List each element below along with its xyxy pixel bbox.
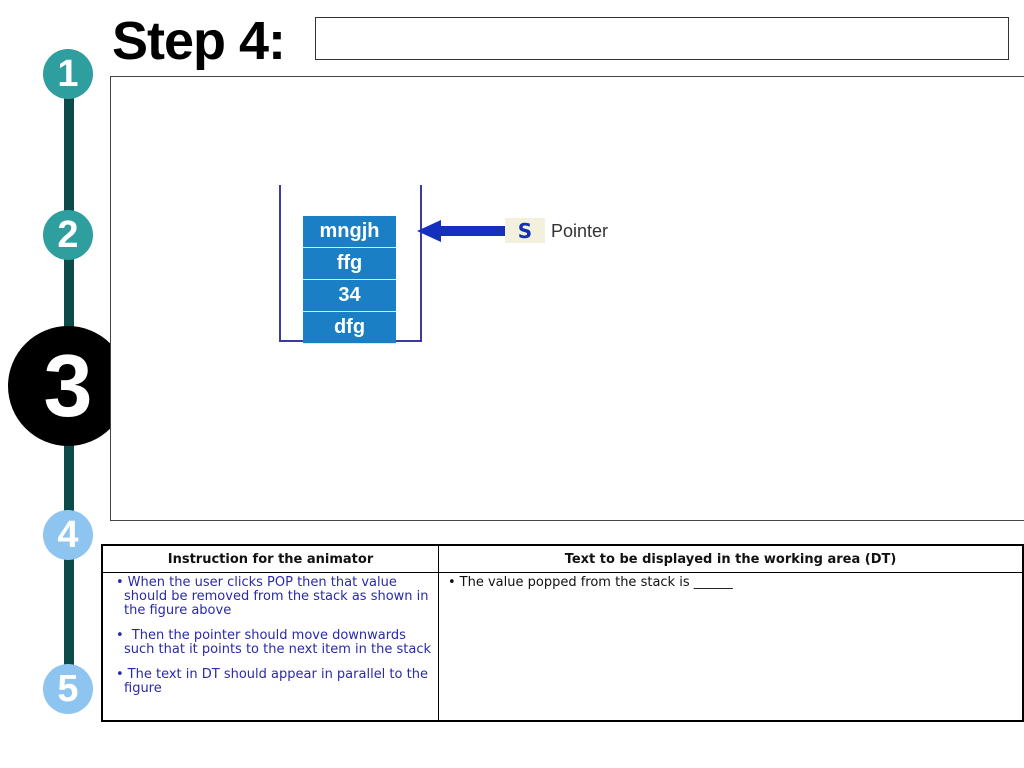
step-4-circle: 4 <box>43 510 93 560</box>
dt-text: • The value popped from the stack is ______ <box>445 576 1016 590</box>
step-1-circle: 1 <box>43 49 93 99</box>
pointer-symbol: S <box>505 218 545 243</box>
step-5-circle: 5 <box>43 664 93 714</box>
stack-container <box>279 185 422 342</box>
page-title: Step 4: <box>112 11 286 71</box>
working-area <box>110 76 1024 521</box>
instruction-item: • The text in DT should appear in parallel to the figure <box>109 668 432 696</box>
step-3-circle: 3 <box>8 326 128 446</box>
stack-item: 34 <box>303 280 396 312</box>
instructions-cell <box>102 573 439 722</box>
dt-cell <box>439 573 1024 722</box>
step-title-box <box>315 17 1009 60</box>
pointer-arrow-icon <box>417 220 505 242</box>
instruction-item: • When the user clicks POP then that value should be removed from the stack as shown in the figure above <box>109 576 432 618</box>
instruction-table <box>101 544 1024 722</box>
stack-item: dfg <box>303 312 396 344</box>
table-header-instructions: Instruction for the animator <box>102 545 439 573</box>
step-2-circle: 2 <box>43 210 93 260</box>
instruction-item: • Then the pointer should move downwards such that it points to the next item in the stack <box>109 629 432 657</box>
stack-item: ffg <box>303 248 396 280</box>
stack-item: mngjh <box>303 216 396 248</box>
pointer-label: Pointer <box>551 221 609 241</box>
table-header-dt: Text to be displayed in the working area (DT) <box>439 545 1024 573</box>
